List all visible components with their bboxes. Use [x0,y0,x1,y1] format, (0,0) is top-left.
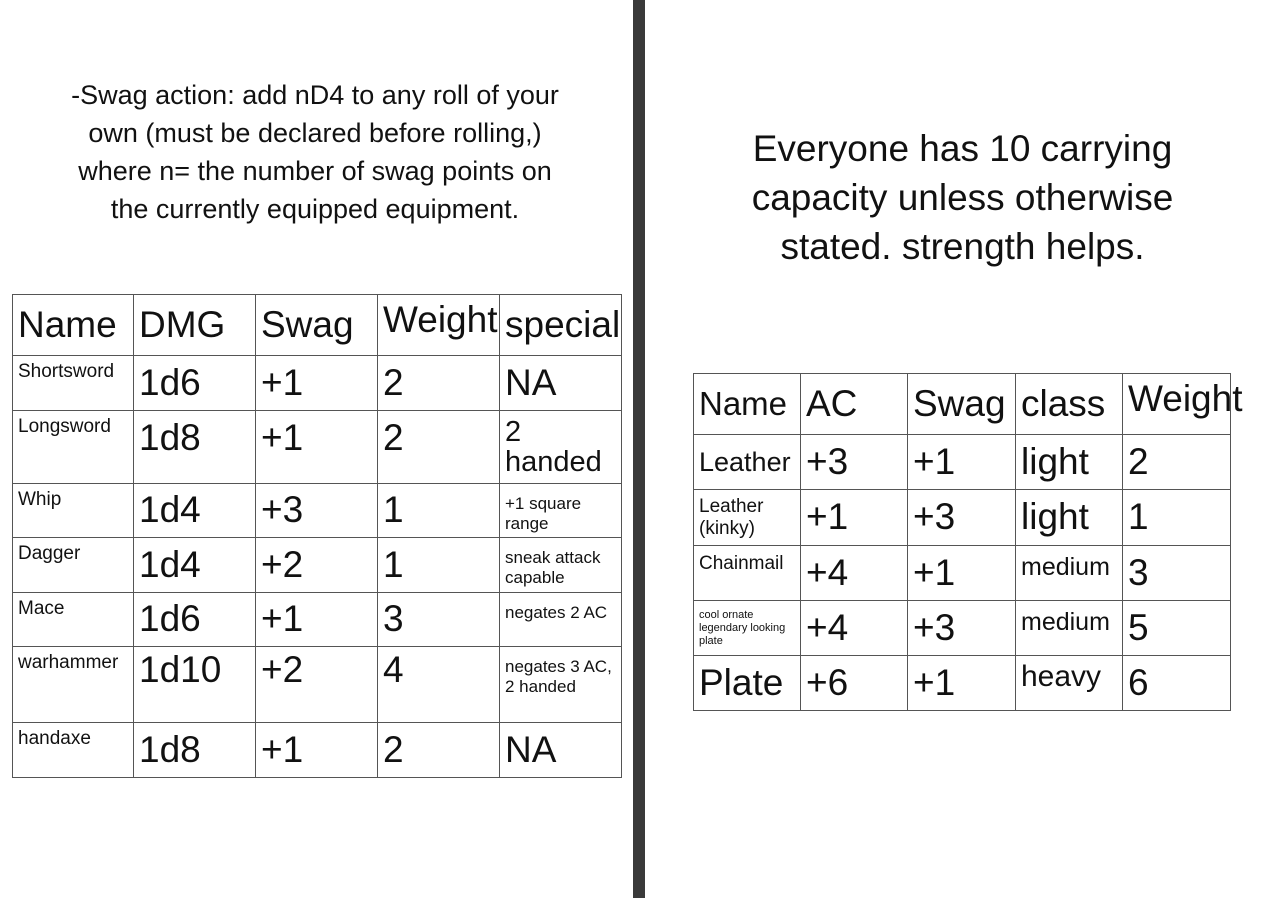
table-row [694,490,1231,546]
carrying-capacity-note: Everyone has 10 carrying capacity unless otherwise stated. strength helps. [751,128,1174,267]
weapons-table [12,294,622,778]
table-row [694,546,1231,601]
weapon-swag: +3 [256,484,378,538]
weapon-name: warhammer [13,647,134,723]
weapon-name: Mace [13,593,134,647]
table-row [694,656,1231,711]
weapon-weight: 4 [378,647,500,723]
weapon-special: 2 handed [500,411,622,484]
armor-ac: +4 [801,546,908,601]
weapon-swag: +1 [256,356,378,411]
armor-class: medium [1016,546,1123,601]
swag-action-note: -Swag action: add nD4 to any roll of your own (must be declared before rolling,) where n= the number of swag points on the currently equipped equipment. [71,80,559,224]
armor-swag: +1 [908,656,1016,711]
table-row [13,411,622,484]
armor-weight: 3 [1123,546,1231,601]
armor-class: medium [1016,601,1123,656]
armor-header-swag: Swag [908,374,1016,435]
vertical-divider [633,0,645,898]
weapons-header-special: special [500,295,622,356]
armor-swag: +1 [908,546,1016,601]
armor-weight: 1 [1123,490,1231,546]
weapons-header-swag: Swag [256,295,378,356]
weapon-dmg: 1d10 [134,647,256,723]
weapon-dmg: 1d6 [134,356,256,411]
armor-header-weight: Weight [1123,374,1231,435]
weapon-swag: +1 [256,723,378,778]
armor-name: Plate [694,656,801,711]
table-row [13,593,622,647]
weapon-weight: 1 [378,538,500,593]
armor-table [693,373,1243,711]
weapon-weight: 2 [378,411,500,484]
weapon-weight: 2 [378,356,500,411]
armor-swag: +1 [908,435,1016,490]
table-row [13,484,622,538]
weapon-name: handaxe [13,723,134,778]
armor-weight: 2 [1123,435,1231,490]
armor-header-ac: AC [801,374,908,435]
weapon-weight: 2 [378,723,500,778]
armor-ac: +4 [801,601,908,656]
weapon-dmg: 1d4 [134,484,256,538]
weapon-weight: 3 [378,593,500,647]
table-row [13,723,622,778]
weapon-special: negates 3 AC, 2 handed [500,647,622,723]
weapon-special: sneak attack capable [500,538,622,593]
armor-ac: +3 [801,435,908,490]
armor-class: light [1016,490,1123,546]
armor-header-class: class [1016,374,1123,435]
table-row [694,601,1231,656]
armor-class: heavy [1016,656,1123,711]
weapon-swag: +1 [256,593,378,647]
armor-swag: +3 [908,601,1016,656]
weapon-name: Whip [13,484,134,538]
weapon-swag: +2 [256,538,378,593]
weapons-header-name: Name [13,295,134,356]
weapon-weight: 1 [378,484,500,538]
armor-weight: 6 [1123,656,1231,711]
table-row [13,647,622,723]
weapon-special: negates 2 AC [500,593,622,647]
weapon-special: NA [500,723,622,778]
armor-ac: +6 [801,656,908,711]
armor-class: light [1016,435,1123,490]
armor-header-row [694,374,1231,435]
table-row [694,435,1231,490]
weapon-special: +1 square range [500,484,622,538]
weapon-special: NA [500,356,622,411]
armor-swag: +3 [908,490,1016,546]
weapons-header-dmg: DMG [134,295,256,356]
weapon-dmg: 1d4 [134,538,256,593]
armor-weight: 5 [1123,601,1231,656]
weapons-header-row [13,295,622,356]
armor-name: cool ornate legendary looking plate [694,601,801,656]
weapon-name: Dagger [13,538,134,593]
table-row [13,538,622,593]
weapon-swag: +2 [256,647,378,723]
weapon-swag: +1 [256,411,378,484]
armor-ac: +1 [801,490,908,546]
weapon-dmg: 1d6 [134,593,256,647]
armor-name: Leather (kinky) [694,490,801,546]
weapons-header-weight: Weight [378,295,500,356]
armor-name: Leather [694,435,801,490]
weapon-dmg: 1d8 [134,723,256,778]
table-row [13,356,622,411]
armor-name: Chainmail [694,546,801,601]
weapon-name: Longsword [13,411,134,484]
weapon-name: Shortsword [13,356,134,411]
armor-header-name: Name [694,374,801,435]
weapon-dmg: 1d8 [134,411,256,484]
